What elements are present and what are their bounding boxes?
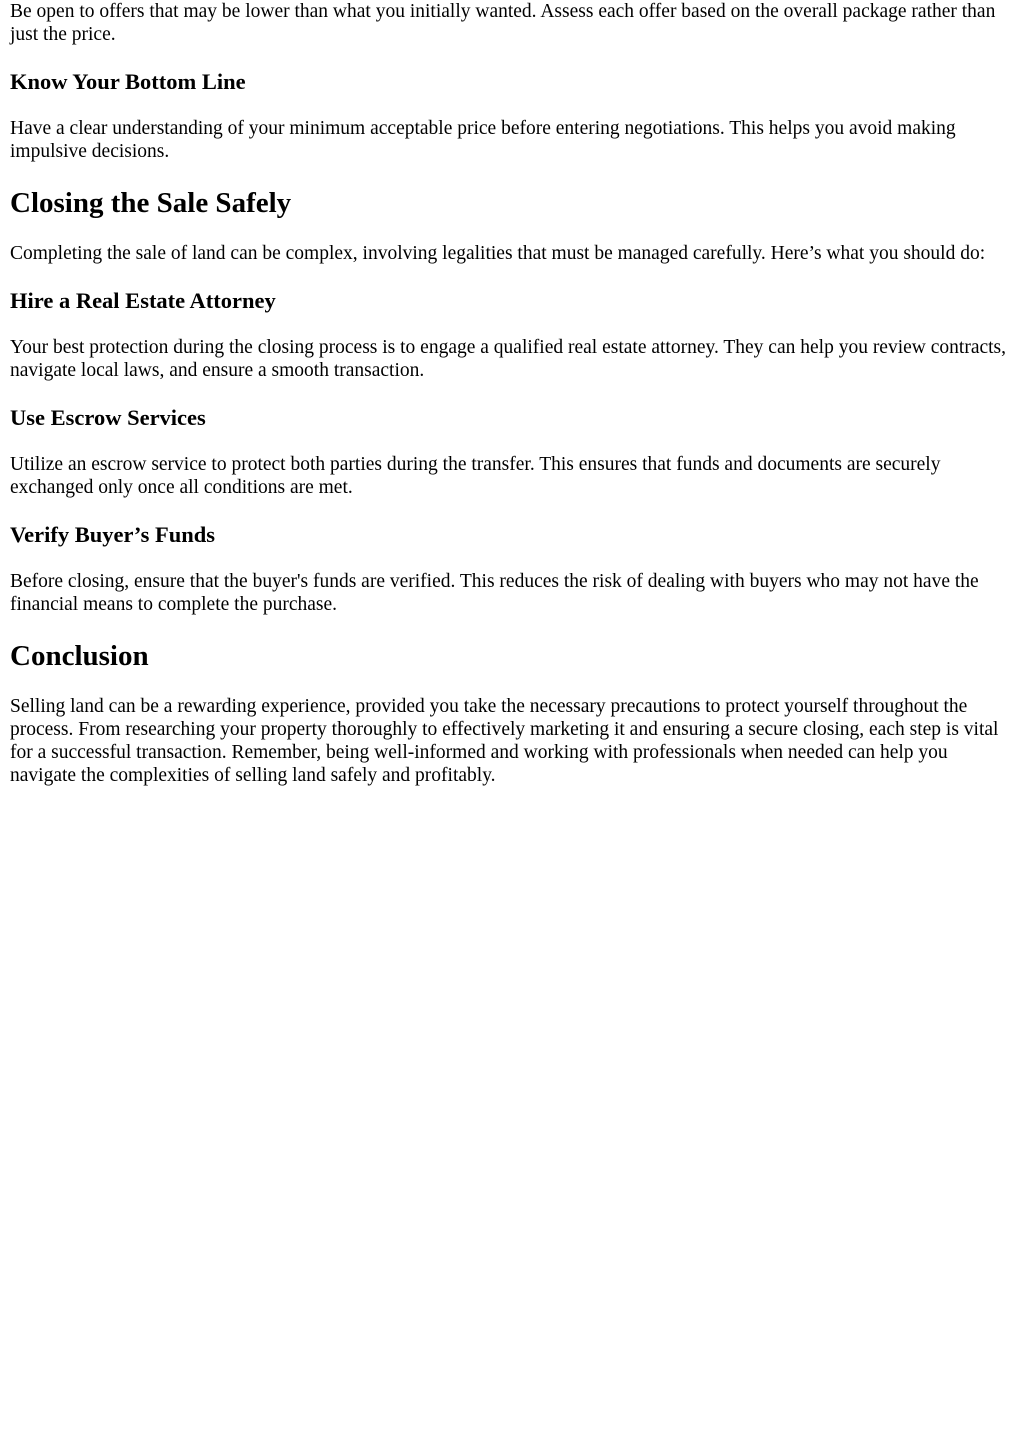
closing-paragraph: Completing the sale of land can be complex, involving legalities that must be managed carefully. Here’s what you should do: [10, 243, 986, 264]
escrow-paragraph: Utilize an escrow service to protect both parties during the transfer. This ensures that funds and documents are securely exchanged only once all conditions are met. [10, 454, 941, 498]
conclusion-heading: Conclusion [10, 640, 149, 672]
bottom-line-heading: Know Your Bottom Line [10, 69, 246, 94]
closing-heading: Closing the Sale Safely [10, 187, 292, 219]
bottom-line-paragraph: Have a clear understanding of your minimum acceptable price before entering negotiations. This helps you avoid making impulsive decisions. [10, 118, 956, 162]
intro-paragraph: Be open to offers that may be lower than what you initially wanted. Assess each offer based on the overall package rather than just the price. [10, 1, 996, 45]
escrow-heading: Use Escrow Services [10, 405, 206, 430]
funds-paragraph: Before closing, ensure that the buyer's funds are verified. This reduces the risk of dealing with buyers who may not have the financial means to complete the purchase. [10, 571, 979, 615]
funds-heading: Verify Buyer’s Funds [10, 522, 216, 547]
attorney-paragraph: Your best protection during the closing process is to engage a qualified real estate attorney. They can help you review contracts, navigate local laws, and ensure a smooth transaction. [10, 337, 1007, 381]
conclusion-paragraph: Selling land can be a rewarding experience, provided you take the necessary precautions to protect yourself throughout the process. From researching your property thoroughly to effectively marketing it and ensuring a secure closing, each step is vital for a successful transaction. Remember, being well-informed and working with professionals when needed can help you navigate the complexities of selling land safely and profitably. [10, 696, 999, 786]
attorney-heading: Hire a Real Estate Attorney [10, 288, 276, 313]
